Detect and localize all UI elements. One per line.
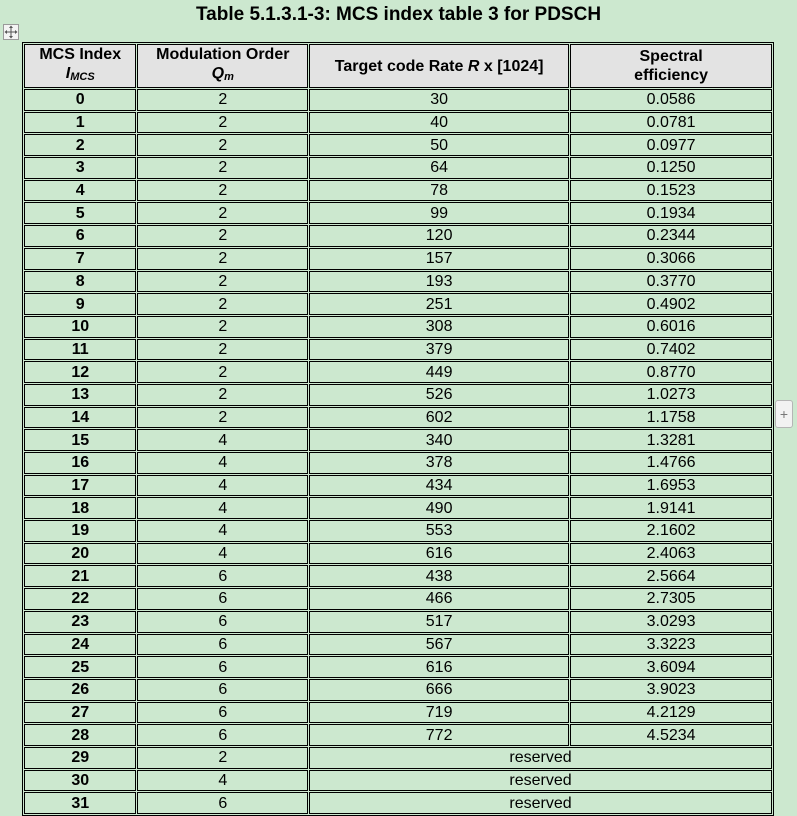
modulation-order-cell: 4 (137, 497, 308, 519)
code-rate-cell: 378 (309, 452, 569, 474)
spectral-efficiency-cell: 3.6094 (570, 656, 772, 678)
header-spectral-efficiency: Spectral efficiency (570, 44, 772, 88)
mcs-index-cell: 15 (24, 429, 136, 451)
mcs-index-table (22, 42, 774, 816)
mcs-index-cell: 26 (24, 679, 136, 701)
modulation-order-cell: 4 (137, 429, 308, 451)
mcs-index-cell: 22 (24, 588, 136, 610)
reserved-cell: reserved (309, 747, 772, 769)
table-row (24, 248, 772, 270)
mcs-index-cell: 18 (24, 497, 136, 519)
mcs-index-cell: 25 (24, 656, 136, 678)
code-rate-cell: 517 (309, 611, 569, 633)
spectral-efficiency-cell: 3.3223 (570, 634, 772, 656)
modulation-order-cell: 2 (137, 202, 308, 224)
code-rate-cell: 64 (309, 157, 569, 179)
code-rate-cell: 99 (309, 202, 569, 224)
mcs-index-cell: 17 (24, 475, 136, 497)
spectral-efficiency-cell: 1.1758 (570, 407, 772, 429)
modulation-order-cell: 2 (137, 271, 308, 293)
spectral-efficiency-cell: 0.7402 (570, 339, 772, 361)
spectral-efficiency-cell: 2.5664 (570, 565, 772, 587)
code-rate-cell: 449 (309, 361, 569, 383)
table-row (24, 702, 772, 724)
mcs-index-cell: 4 (24, 180, 136, 202)
modulation-order-cell: 2 (137, 248, 308, 270)
spectral-efficiency-cell: 0.4902 (570, 293, 772, 315)
mcs-index-cell: 13 (24, 384, 136, 406)
modulation-order-cell: 2 (137, 180, 308, 202)
spectral-efficiency-cell: 1.0273 (570, 384, 772, 406)
modulation-order-cell: 4 (137, 770, 308, 792)
modulation-order-cell: 6 (137, 611, 308, 633)
mcs-index-cell: 20 (24, 543, 136, 565)
modulation-order-cell: 6 (137, 634, 308, 656)
modulation-order-cell: 2 (137, 134, 308, 156)
spectral-efficiency-cell: 1.6953 (570, 475, 772, 497)
table-row (24, 520, 772, 542)
table-row (24, 407, 772, 429)
modulation-order-cell: 2 (137, 316, 308, 338)
table-move-handle[interactable] (3, 24, 19, 40)
table-row (24, 588, 772, 610)
modulation-order-cell: 2 (137, 225, 308, 247)
modulation-order-cell: 6 (137, 792, 308, 814)
mcs-index-cell: 23 (24, 611, 136, 633)
code-rate-cell: 193 (309, 271, 569, 293)
spectral-efficiency-cell: 0.3770 (570, 271, 772, 293)
spectral-efficiency-cell: 0.1934 (570, 202, 772, 224)
header-modulation-order: Modulation Order Qm (137, 44, 308, 88)
spectral-efficiency-cell: 0.3066 (570, 248, 772, 270)
mcs-index-cell: 28 (24, 724, 136, 746)
spectral-efficiency-cell: 2.7305 (570, 588, 772, 610)
table-row (24, 656, 772, 678)
spectral-efficiency-cell: 0.0586 (570, 89, 772, 111)
code-rate-cell: 466 (309, 588, 569, 610)
spectral-efficiency-cell: 1.4766 (570, 452, 772, 474)
table-row (24, 157, 772, 179)
mcs-index-cell: 11 (24, 339, 136, 361)
mcs-index-cell: 21 (24, 565, 136, 587)
code-rate-cell: 772 (309, 724, 569, 746)
spectral-efficiency-cell: 3.0293 (570, 611, 772, 633)
code-rate-cell: 251 (309, 293, 569, 315)
code-rate-cell: 602 (309, 407, 569, 429)
add-row-button[interactable] (775, 400, 793, 428)
mcs-index-cell: 27 (24, 702, 136, 724)
spectral-efficiency-cell: 3.9023 (570, 679, 772, 701)
modulation-order-cell: 6 (137, 702, 308, 724)
mcs-index-cell: 31 (24, 792, 136, 814)
mcs-index-cell: 24 (24, 634, 136, 656)
spectral-efficiency-cell: 0.8770 (570, 361, 772, 383)
modulation-order-cell: 2 (137, 89, 308, 111)
code-rate-cell: 526 (309, 384, 569, 406)
table-caption: Table 5.1.3.1-3: MCS index table 3 for PDSCH (195, 4, 602, 25)
table-row (24, 497, 772, 519)
spectral-efficiency-cell: 1.9141 (570, 497, 772, 519)
modulation-order-cell: 2 (137, 407, 308, 429)
code-rate-cell: 340 (309, 429, 569, 451)
table-row (24, 339, 772, 361)
table-row (24, 112, 772, 134)
code-rate-cell: 78 (309, 180, 569, 202)
modulation-order-cell: 2 (137, 339, 308, 361)
code-rate-cell: 438 (309, 565, 569, 587)
code-rate-cell: 553 (309, 520, 569, 542)
table-row-reserved (24, 770, 772, 792)
modulation-order-cell: 6 (137, 656, 308, 678)
code-rate-cell: 567 (309, 634, 569, 656)
table-row (24, 475, 772, 497)
modulation-order-cell: 6 (137, 724, 308, 746)
modulation-order-cell: 2 (137, 112, 308, 134)
spectral-efficiency-cell: 4.2129 (570, 702, 772, 724)
code-rate-cell: 616 (309, 543, 569, 565)
table-row (24, 634, 772, 656)
spectral-efficiency-cell: 0.0977 (570, 134, 772, 156)
mcs-index-cell: 3 (24, 157, 136, 179)
mcs-index-cell: 1 (24, 112, 136, 134)
table-row (24, 361, 772, 383)
mcs-index-cell: 10 (24, 316, 136, 338)
spectral-efficiency-cell: 0.1523 (570, 180, 772, 202)
table-row (24, 724, 772, 746)
code-rate-cell: 30 (309, 89, 569, 111)
table-row (24, 316, 772, 338)
table-row (24, 180, 772, 202)
modulation-order-cell: 2 (137, 384, 308, 406)
modulation-order-cell: 4 (137, 520, 308, 542)
table-row (24, 271, 772, 293)
table-row (24, 543, 772, 565)
code-rate-cell: 666 (309, 679, 569, 701)
table-row (24, 293, 772, 315)
modulation-order-cell: 6 (137, 565, 308, 587)
move-arrows-icon (4, 25, 18, 39)
mcs-index-cell: 29 (24, 747, 136, 769)
modulation-order-cell: 6 (137, 679, 308, 701)
mcs-index-cell: 0 (24, 89, 136, 111)
spectral-efficiency-cell: 0.1250 (570, 157, 772, 179)
mcs-index-cell: 19 (24, 520, 136, 542)
code-rate-cell: 157 (309, 248, 569, 270)
mcs-index-cell: 14 (24, 407, 136, 429)
code-rate-cell: 50 (309, 134, 569, 156)
modulation-order-cell: 4 (137, 543, 308, 565)
table-row (24, 611, 772, 633)
mcs-index-cell: 30 (24, 770, 136, 792)
spectral-efficiency-cell: 0.6016 (570, 316, 772, 338)
header-mcs-index: MCS Index IMCS (24, 44, 136, 88)
modulation-order-cell: 4 (137, 452, 308, 474)
plus-icon: + (779, 406, 789, 422)
mcs-index-cell: 6 (24, 225, 136, 247)
modulation-order-cell: 2 (137, 157, 308, 179)
mcs-index-cell: 12 (24, 361, 136, 383)
table-row-reserved (24, 747, 772, 769)
spectral-efficiency-cell: 4.5234 (570, 724, 772, 746)
code-rate-cell: 434 (309, 475, 569, 497)
table-row-reserved (24, 792, 772, 814)
table-row (24, 429, 772, 451)
mcs-index-cell: 5 (24, 202, 136, 224)
modulation-order-cell: 2 (137, 747, 308, 769)
reserved-cell: reserved (309, 792, 772, 814)
table-row (24, 134, 772, 156)
code-rate-cell: 719 (309, 702, 569, 724)
table-row (24, 225, 772, 247)
spectral-efficiency-cell: 2.1602 (570, 520, 772, 542)
modulation-order-cell: 6 (137, 588, 308, 610)
spectral-efficiency-cell: 2.4063 (570, 543, 772, 565)
table-row (24, 565, 772, 587)
spectral-efficiency-cell: 1.3281 (570, 429, 772, 451)
modulation-order-cell: 4 (137, 475, 308, 497)
code-rate-cell: 490 (309, 497, 569, 519)
table-row (24, 89, 772, 111)
table-row (24, 679, 772, 701)
mcs-index-cell: 9 (24, 293, 136, 315)
spectral-efficiency-cell: 0.0781 (570, 112, 772, 134)
table-row (24, 452, 772, 474)
table-header-row (24, 44, 772, 88)
mcs-index-cell: 16 (24, 452, 136, 474)
mcs-index-cell: 8 (24, 271, 136, 293)
table-row (24, 384, 772, 406)
header-target-code-rate: Target code Rate R x [1024] (309, 44, 569, 88)
code-rate-cell: 120 (309, 225, 569, 247)
code-rate-cell: 379 (309, 339, 569, 361)
modulation-order-cell: 2 (137, 361, 308, 383)
table-body (24, 89, 772, 814)
table-row (24, 202, 772, 224)
code-rate-cell: 40 (309, 112, 569, 134)
mcs-index-cell: 2 (24, 134, 136, 156)
mcs-index-cell: 7 (24, 248, 136, 270)
code-rate-cell: 616 (309, 656, 569, 678)
modulation-order-cell: 2 (137, 293, 308, 315)
spectral-efficiency-cell: 0.2344 (570, 225, 772, 247)
code-rate-cell: 308 (309, 316, 569, 338)
reserved-cell: reserved (309, 770, 772, 792)
